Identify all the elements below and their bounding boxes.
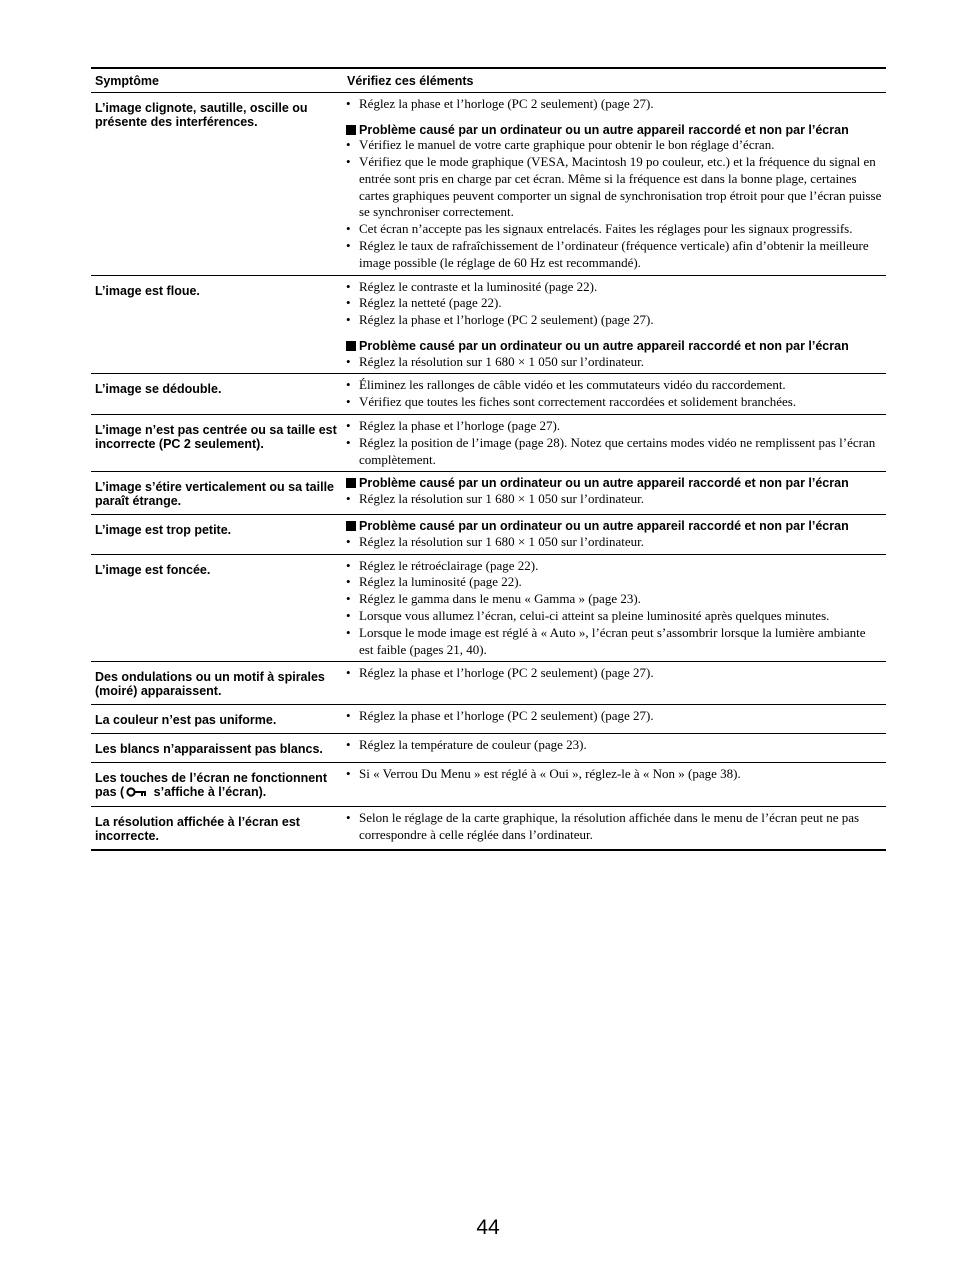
check-cell — [343, 472, 886, 515]
check-block — [346, 418, 882, 468]
bullet-icon: • — [346, 737, 351, 753]
check-list — [346, 96, 882, 113]
list-item — [346, 534, 882, 551]
check-cell — [343, 763, 886, 807]
check-list — [346, 354, 882, 371]
symptom-cell: La couleur n’est pas uniforme. — [91, 705, 343, 734]
square-bullet-icon — [346, 341, 356, 351]
list-item — [346, 591, 882, 608]
cause-heading — [346, 518, 882, 534]
check-block — [346, 810, 882, 844]
list-item — [346, 354, 882, 371]
check-block — [346, 737, 882, 754]
check-list — [346, 137, 882, 271]
table-row — [91, 472, 886, 515]
list-item-text: Lorsque vous allumez l’écran, celui-ci atteint sa pleine luminosité après quelques minutes. — [359, 608, 830, 624]
check-block — [346, 558, 882, 659]
bullet-icon: • — [346, 96, 351, 111]
list-item — [346, 312, 882, 329]
list-item-text: Réglez le gamma dans le menu « Gamma » (page 23). — [359, 591, 641, 607]
list-item — [346, 608, 882, 625]
check-list — [346, 558, 882, 659]
list-item — [346, 154, 882, 221]
check-block — [346, 338, 882, 370]
bullet-icon: • — [346, 154, 351, 170]
check-block — [346, 279, 882, 329]
check-block — [346, 665, 882, 682]
bullet-icon: • — [346, 766, 351, 782]
list-item — [346, 574, 882, 591]
bullet-icon: • — [346, 708, 351, 724]
table-row — [91, 554, 886, 662]
bullet-icon: • — [346, 490, 351, 506]
symptom-cell: L’image est floue. — [91, 275, 343, 374]
bullet-icon: • — [346, 312, 351, 328]
check-cell — [343, 554, 886, 662]
symptom-cell: L’image se dédouble. — [91, 374, 343, 415]
check-block — [346, 377, 882, 411]
bullet-icon: • — [346, 574, 351, 590]
table-row — [91, 515, 886, 554]
bullet-icon: • — [346, 377, 351, 393]
bullet-icon: • — [346, 238, 351, 254]
table-body — [91, 93, 886, 851]
list-item-text: Lorsque le mode image est réglé à « Auto », l’écran peut s’assombrir lorsque la lumière ambiante est faible (pages 21, 40). — [359, 624, 866, 657]
list-item-text: Réglez la résolution sur 1 680 × 1 050 sur l’ordinateur. — [359, 533, 644, 549]
symptom-cell: L’image est foncée. — [91, 554, 343, 662]
symptom-cell: L’image s’étire verticalement ou sa taille paraît étrange. — [91, 472, 343, 515]
check-block — [346, 518, 882, 550]
list-item-text: Réglez la luminosité (page 22). — [359, 574, 522, 590]
cause-heading — [346, 338, 882, 354]
symptom-cell: L’image est trop petite. — [91, 515, 343, 554]
list-item — [346, 737, 882, 754]
table-row — [91, 414, 886, 471]
list-item — [346, 394, 882, 411]
list-item-text: Vérifiez que le mode graphique (VESA, Macintosh 19 po couleur, etc.) et la fréquence du signal en entrée sont pris en charge par cet écran. Même si la fréquence est dans la bonne plage, certaines cartes graphiques peuvent comporter un signal de synchronisation trop étroit pour que l’écran puisse se synchroniser correctement. — [359, 154, 882, 220]
list-item-text: Réglez le taux de rafraîchissement de l’ordinateur (fréquence verticale) afin d’obtenir la meilleure image possible (le réglage de 60 Hz est recommandé). — [359, 238, 869, 270]
check-cell — [343, 374, 886, 415]
bullet-icon: • — [346, 137, 351, 153]
list-item — [346, 558, 882, 575]
cause-heading-text: Problème causé par un ordinateur ou un autre appareil raccordé et non par l’écran — [359, 122, 849, 137]
bullet-icon: • — [346, 608, 351, 624]
list-item-text: Réglez la position de l’image (page 28). Notez que certains modes vidéo ne remplissent pas l’écran complètement. — [359, 434, 876, 467]
check-block — [346, 96, 882, 113]
key-icon — [126, 786, 148, 800]
check-list — [346, 418, 882, 468]
square-bullet-icon — [346, 478, 356, 488]
list-item-text: Réglez la netteté (page 22). — [359, 295, 502, 311]
check-cell — [343, 705, 886, 734]
symptom-cell: La résolution affichée à l’écran est incorrecte. — [95, 815, 300, 844]
check-list — [346, 377, 882, 411]
check-list — [346, 665, 882, 682]
bullet-icon: • — [346, 624, 351, 640]
check-list — [346, 534, 882, 551]
list-item-text: Réglez la résolution sur 1 680 × 1 050 sur l’ordinateur. — [359, 353, 644, 369]
list-item — [346, 377, 882, 394]
table-row — [91, 662, 886, 705]
check-block — [346, 766, 882, 783]
page-number: 44 — [476, 1216, 500, 1239]
list-item-text: Réglez la phase et l’horloge (PC 2 seulement) (page 27). — [359, 96, 654, 111]
header-check: Vérifiez ces éléments — [343, 68, 886, 93]
bullet-icon: • — [346, 353, 351, 369]
bullet-icon: • — [346, 295, 351, 311]
table-row — [91, 374, 886, 415]
check-list — [346, 737, 882, 754]
list-item — [346, 295, 882, 312]
square-bullet-icon — [346, 521, 356, 531]
table-row — [91, 275, 886, 374]
list-item-text: Réglez la phase et l’horloge (PC 2 seulement) (page 27). — [359, 312, 654, 328]
cause-heading-text: Problème causé par un ordinateur ou un autre appareil raccordé et non par l’écran — [359, 339, 849, 354]
list-item — [346, 279, 882, 296]
bullet-icon: • — [346, 557, 351, 573]
check-list — [346, 810, 882, 844]
table-row — [91, 807, 886, 851]
check-cell — [343, 275, 886, 374]
list-item — [346, 665, 882, 682]
list-item — [346, 435, 882, 469]
list-item-text: Cet écran n’accepte pas les signaux entrelacés. Faites les réglages pour les signaux progressifs. — [359, 221, 853, 237]
check-block — [346, 708, 882, 725]
cause-heading — [346, 475, 882, 491]
list-item-text: Réglez la phase et l’horloge (PC 2 seulement) (page 27). — [359, 665, 654, 681]
check-list — [346, 766, 882, 783]
symptom-cell: Des ondulations ou un motif à spirales (moiré) apparaissent. — [91, 662, 343, 705]
check-cell — [343, 515, 886, 554]
table-row — [91, 93, 886, 276]
table-row — [91, 763, 886, 807]
list-item-text: Si « Verrou Du Menu » est réglé à « Oui », réglez-le à « Non » (page 38). — [359, 766, 741, 782]
list-item — [346, 491, 882, 508]
cause-heading — [346, 122, 882, 138]
check-list — [346, 708, 882, 725]
bullet-icon: • — [346, 394, 351, 410]
square-bullet-icon — [346, 125, 356, 135]
bullet-icon: • — [346, 533, 351, 549]
list-item — [346, 708, 882, 725]
symptom-cell: L’image n’est pas centrée ou sa taille est incorrecte (PC 2 seulement). — [91, 414, 343, 471]
list-item-text: Réglez la phase et l’horloge (PC 2 seulement) (page 27). — [359, 708, 654, 724]
list-item-text: Réglez la phase et l’horloge (page 27). — [359, 417, 561, 433]
table-row — [91, 734, 886, 763]
symptom-cell: L’image clignote, sautille, oscille ou présente des interférences. — [91, 93, 343, 276]
bullet-icon: • — [346, 278, 351, 294]
header-symptom: Symptôme — [91, 68, 343, 93]
list-item-text: Vérifiez le manuel de votre carte graphique pour obtenir le bon réglage d’écran. — [359, 137, 775, 153]
list-item-text: Réglez la résolution sur 1 680 × 1 050 sur l’ordinateur. — [359, 490, 644, 506]
symptom-text: s’affiche à l’écran). — [150, 785, 267, 800]
list-item-text: Selon le réglage de la carte graphique, la résolution affichée dans le menu de l’écran peut ne pas correspondre à celle réglée dans l’ordinateur. — [359, 810, 860, 843]
list-item-text: Éliminez les rallonges de câble vidéo et les commutateurs vidéo du raccordement. — [359, 377, 786, 393]
symptom-text: Les touches de l’écran ne fonctionnent pas ( — [95, 771, 327, 800]
troubleshooting-table — [91, 67, 886, 851]
bullet-icon: • — [346, 591, 351, 607]
cause-heading-text: Problème causé par un ordinateur ou un autre appareil raccordé et non par l’écran — [359, 476, 849, 491]
table-header-row — [91, 68, 886, 93]
list-item — [346, 221, 882, 238]
list-item-text: Réglez le contraste et la luminosité (page 22). — [359, 278, 598, 294]
check-block — [346, 122, 882, 272]
list-item — [346, 766, 882, 783]
check-cell — [343, 807, 886, 851]
list-item — [346, 137, 882, 154]
check-cell — [343, 734, 886, 763]
cause-heading-text: Problème causé par un ordinateur ou un autre appareil raccordé et non par l’écran — [359, 519, 849, 534]
check-list — [346, 279, 882, 329]
check-list — [346, 491, 882, 508]
symptom-cell — [91, 763, 343, 807]
list-item — [346, 96, 882, 113]
bullet-icon: • — [346, 810, 351, 826]
table-row — [91, 705, 886, 734]
list-item — [346, 810, 882, 844]
bullet-icon: • — [346, 417, 351, 433]
list-item-text: Réglez la température de couleur (page 23). — [359, 737, 587, 753]
symptom-cell: Les blancs n’apparaissent pas blancs. — [91, 734, 343, 763]
list-item-text: Réglez le rétroéclairage (page 22). — [359, 557, 539, 573]
check-cell — [343, 93, 886, 276]
check-cell — [343, 414, 886, 471]
bullet-icon: • — [346, 221, 351, 237]
bullet-icon: • — [346, 434, 351, 450]
list-item — [346, 625, 882, 659]
list-item-text: Vérifiez que toutes les fiches sont correctement raccordées et solidement branchées. — [359, 394, 797, 410]
check-cell — [343, 662, 886, 705]
list-item — [346, 238, 882, 272]
list-item — [346, 418, 882, 435]
bullet-icon: • — [346, 665, 351, 681]
check-block — [346, 475, 882, 507]
